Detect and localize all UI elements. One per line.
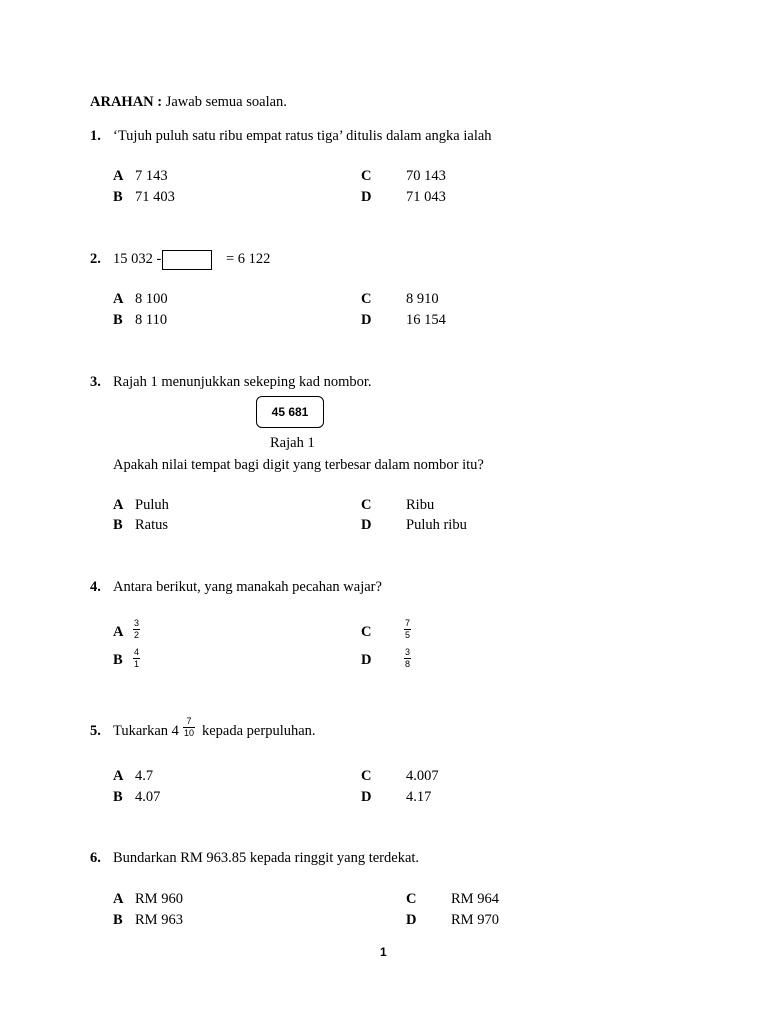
option-b: Ratus <box>135 517 169 533</box>
equation-lhs: 15 032 - <box>113 251 162 267</box>
option-letter: B <box>113 312 123 328</box>
question-number: 3. <box>90 374 101 390</box>
option-letter: D <box>361 312 372 328</box>
fraction-denominator: 8 <box>405 659 411 669</box>
question-text-before: Tukarkan 4 <box>113 723 179 739</box>
option-letter: A <box>113 891 124 907</box>
fraction-denominator: 1 <box>134 659 140 669</box>
option-c-fraction <box>404 619 411 640</box>
option-d: Puluh ribu <box>406 517 467 533</box>
question-subtext: Apakah nilai tempat bagi digit yang terbesar dalam nombor itu? <box>113 457 484 473</box>
option-d-fraction <box>404 648 411 669</box>
option-letter: C <box>361 768 372 784</box>
option-c: Ribu <box>406 497 435 513</box>
option-a-fraction <box>133 619 140 640</box>
option-letter: D <box>361 517 372 533</box>
fraction-denominator: 5 <box>405 630 411 640</box>
option-c: 4.007 <box>406 768 439 784</box>
option-a: 8 100 <box>135 291 168 307</box>
option-letter: A <box>113 291 124 307</box>
option-letter: D <box>361 652 372 668</box>
instruction-text: Jawab semua soalan. <box>165 94 287 110</box>
fraction-numerator: 7 <box>405 618 411 628</box>
question-number: 5. <box>90 723 101 739</box>
option-d: RM 970 <box>451 912 499 928</box>
mixed-fraction <box>183 717 195 738</box>
option-letter: A <box>113 168 124 184</box>
fraction-numerator: 3 <box>134 618 140 628</box>
fraction-denominator: 2 <box>134 630 140 640</box>
option-letter: B <box>113 517 123 533</box>
page-number: 1 <box>380 945 387 959</box>
instruction-line <box>90 94 287 111</box>
option-letter: B <box>113 912 123 928</box>
option-d: 16 154 <box>406 312 446 328</box>
option-d: 71 043 <box>406 189 446 205</box>
number-card <box>256 396 324 428</box>
option-b: 8 110 <box>135 312 168 328</box>
option-a: 7 143 <box>135 168 168 184</box>
fraction-denominator: 10 <box>184 728 195 738</box>
option-letter: A <box>113 624 124 640</box>
option-letter: D <box>361 789 372 805</box>
option-c: 8 910 <box>406 291 439 307</box>
question-text: Bundarkan RM 963.85 kepada ringgit yang terdekat. <box>113 850 420 866</box>
option-c: 70 143 <box>406 168 446 184</box>
option-letter: D <box>406 912 417 928</box>
option-letter: D <box>361 189 372 205</box>
option-letter: A <box>113 768 124 784</box>
question-text-after: kepada perpuluhan. <box>202 723 316 739</box>
option-a: RM 960 <box>135 891 183 907</box>
option-a: Puluh <box>135 497 169 513</box>
question-text: Antara berikut, yang manakah pecahan wajar? <box>113 579 382 595</box>
question-text: ‘Tujuh puluh satu ribu empat ratus tiga’ ditulis dalam angka ialah <box>113 128 492 144</box>
option-b-fraction <box>133 648 140 669</box>
option-letter: B <box>113 652 123 668</box>
question-number: 4. <box>90 579 101 595</box>
option-b: 4.07 <box>135 789 161 805</box>
instruction-label: ARAHAN : <box>90 94 163 110</box>
number-card-value: 45 681 <box>271 405 309 419</box>
question-number: 1. <box>90 128 101 144</box>
option-b: RM 963 <box>135 912 183 928</box>
option-letter: B <box>113 189 123 205</box>
option-letter: C <box>406 891 417 907</box>
option-letter: C <box>361 168 372 184</box>
fraction-numerator: 7 <box>186 716 192 726</box>
figure-caption: Rajah 1 <box>270 435 315 451</box>
equation-rhs: = 6 122 <box>226 251 271 267</box>
option-letter: B <box>113 789 123 805</box>
question-text: Rajah 1 menunjukkan sekeping kad nombor. <box>113 374 372 390</box>
option-d: 4.17 <box>406 789 432 805</box>
fraction-numerator: 3 <box>405 647 411 657</box>
option-letter: A <box>113 497 124 513</box>
answer-blank-box <box>162 250 212 270</box>
question-number: 2. <box>90 251 101 267</box>
fraction-numerator: 4 <box>134 647 140 657</box>
option-b: 71 403 <box>135 189 175 205</box>
option-c: RM 964 <box>451 891 499 907</box>
option-letter: C <box>361 291 372 307</box>
option-a: 4.7 <box>135 768 154 784</box>
option-letter: C <box>361 624 372 640</box>
question-number: 6. <box>90 850 101 866</box>
option-letter: C <box>361 497 372 513</box>
